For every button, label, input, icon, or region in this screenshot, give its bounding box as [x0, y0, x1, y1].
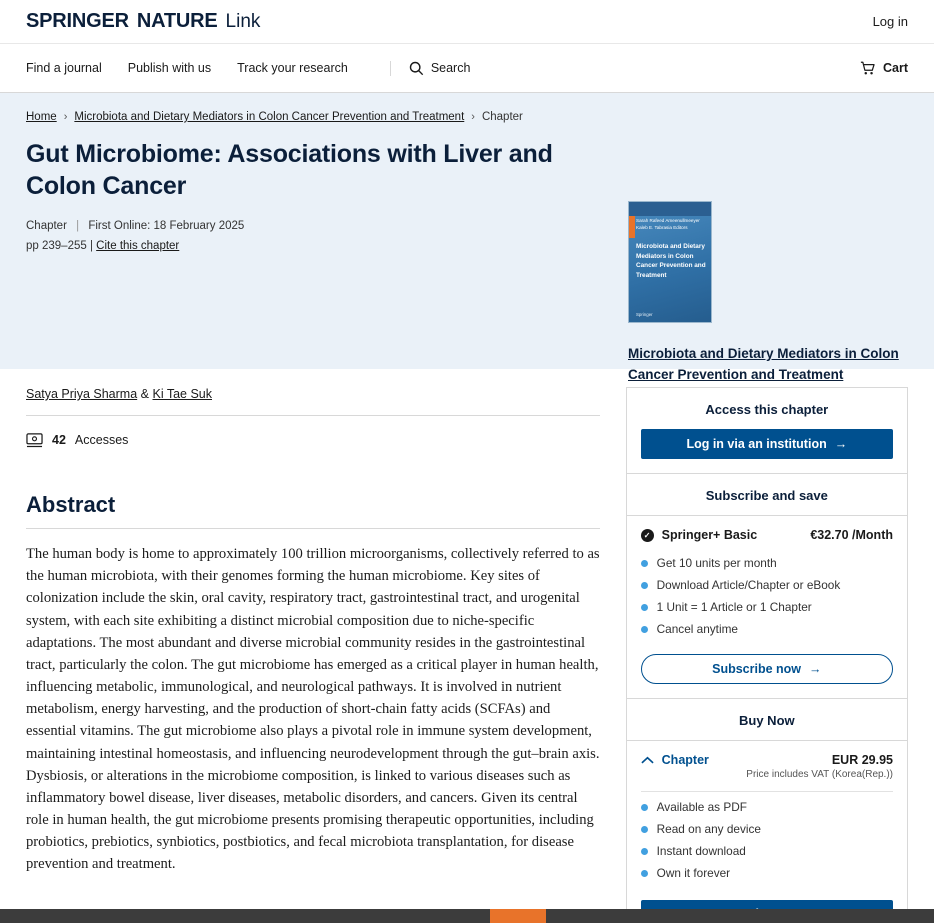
meta-divider-1: |: [76, 220, 80, 232]
chapter-meta: [26, 220, 908, 232]
buy-features-list: [627, 796, 907, 886]
cart-button[interactable]: [860, 61, 908, 76]
arrow-right-icon: →: [809, 662, 822, 676]
author-link-2[interactable]: Ki Tae Suk: [152, 387, 213, 401]
plan-row: [627, 516, 907, 548]
check-circle-icon: ✓: [641, 529, 654, 542]
bottom-strip-accent: [490, 909, 546, 923]
buy-now-section: [627, 698, 907, 923]
subscribe-title: Subscribe and save: [705, 488, 828, 503]
authors-conjunction: &: [140, 387, 149, 401]
cart-icon: [860, 61, 876, 76]
bottom-strip: [0, 909, 934, 923]
accesses-icon: [26, 432, 43, 448]
book-cover-image[interactable]: [628, 201, 712, 323]
main-nav: [0, 44, 934, 93]
cover-orange-tab: [629, 216, 635, 238]
login-link[interactable]: Log in: [872, 14, 908, 29]
book-title-link[interactable]: [628, 344, 906, 386]
plan-feature-4: Cancel anytime: [656, 622, 738, 636]
cover-publisher-text: Springer: [636, 312, 653, 317]
search-button[interactable]: [390, 61, 471, 76]
book-title-text: Microbiota and Dietary Mediators in Colon Cancer Prevention and Treatment: [628, 346, 899, 382]
abstract-divider: [26, 528, 600, 529]
access-panel-title: Access this chapter: [705, 402, 829, 417]
logo-link-text: Link: [225, 11, 261, 32]
buy-price-wrap: [746, 753, 893, 780]
cover-title-text: Microbiota and Dietary Mediators in Colon Cancer Prevention and Treatment: [636, 243, 706, 279]
subscribe-now-label: Subscribe now: [712, 662, 802, 676]
breadcrumb-separator-1: ›: [63, 111, 68, 123]
breadcrumb-book[interactable]: Microbiota and Dietary Mediators in Colon Cancer Prevention and Treatment: [74, 111, 465, 123]
book-cover-area: [628, 201, 899, 386]
buy-feature-4: Own it forever: [656, 866, 731, 880]
buy-feature-1: Available as PDF: [656, 800, 747, 814]
chapter-meta-secondary: [26, 240, 908, 252]
list-item: [641, 618, 893, 640]
subscribe-section: [627, 473, 907, 684]
plan-name-wrap: [641, 528, 758, 542]
buy-divider: [641, 791, 893, 792]
list-item: [641, 818, 893, 840]
list-item: [641, 552, 893, 574]
buy-item-label: Chapter: [661, 753, 709, 767]
content-area: [0, 369, 934, 923]
cart-label: Cart: [882, 61, 908, 75]
plan-features-list: [627, 552, 907, 642]
buy-feature-3: Instant download: [656, 844, 746, 858]
metrics-row: [26, 416, 600, 466]
nav-item-publish-with-us[interactable]: Publish with us: [127, 61, 212, 75]
bullet-icon: [641, 560, 648, 567]
logo-nature-text: NATURE: [136, 10, 218, 32]
abstract-heading: Abstract: [26, 492, 116, 517]
list-item: [641, 840, 893, 862]
buy-item-toggle[interactable]: [641, 753, 709, 767]
bullet-icon: [641, 870, 648, 877]
subscribe-inner: [627, 515, 907, 684]
bullet-icon: [641, 604, 648, 611]
nav-item-find-a-journal[interactable]: Find a journal: [26, 61, 102, 75]
bullet-icon: [641, 626, 648, 633]
search-label: Search: [430, 61, 471, 75]
breadcrumb: [26, 111, 908, 123]
buy-feature-2: Read on any device: [656, 822, 761, 836]
bullet-icon: [641, 804, 648, 811]
login-via-institution-label: Log in via an institution: [686, 437, 827, 451]
plan-name: Springer+ Basic: [661, 528, 758, 542]
breadcrumb-current: Chapter: [481, 111, 523, 123]
plan-feature-2: Download Article/Chapter or eBook: [656, 578, 841, 592]
meta-divider-2: |: [89, 240, 93, 252]
list-item: [641, 862, 893, 884]
bullet-icon: [641, 826, 648, 833]
plan-price: €32.70 /Month: [810, 528, 893, 542]
breadcrumb-home[interactable]: Home: [26, 111, 57, 123]
first-online-date: First Online: 18 February 2025: [88, 220, 245, 232]
authors-list: [26, 387, 600, 415]
top-bar: [0, 0, 934, 44]
author-link-1[interactable]: Satya Priya Sharma: [26, 387, 138, 401]
main-column: [26, 369, 600, 923]
bullet-icon: [641, 582, 648, 589]
cover-editors-text: Sarah Rafeed Ameenullmeeyer Kaleb E. Tabrasia Editors: [636, 218, 700, 230]
login-via-institution-button[interactable]: [641, 429, 893, 459]
cover-top-strip: [629, 202, 711, 216]
logo-springer-text: SPRINGER: [26, 10, 129, 32]
arrow-right-icon: →: [834, 437, 848, 451]
buy-item-vat: Price includes VAT (Korea(Rep.)): [746, 769, 893, 780]
buy-item-price: EUR 29.95: [831, 753, 893, 767]
abstract-text: The human body is home to approximately 100 trillion microorganisms, collectively referred to as the human microbiota, with their genomes forming the human microbiome. Key sites of colonization include the skin, oral cavity, respiratory tract, gastrointestinal tract, and urogenital system, with each site exhibiting a distinct microbial composition due to niche-specific adaptations. The most abundant and diverse microbial community resides in the gastrointestinal tract, particularly the colon. The gut microbiome has emerged as a critical player in human health, influencing metabolic, immunological, and neurological pathways. It is involved in nutrient metabolism, energy harvesting, and the production of short-chain fatty acids (SCFAs) and essential vitamins. The gut microbiome also plays a pivotal role in immune system development, maintaining intestinal homeostasis, and influencing neurodevelopment through the gut–brain axis. Dysbiosis, or alterations in the microbiome composition, is linked to various diseases such as inflammatory bowel disease, liver diseases, metabolic disorders, and cancers. Given its central role in human health, the gut microbiome presents promising therapeutic opportunities, including probiotics, prebiotics, synbiotics, postbiotics, and fecal microbiota transplantation, for disease prevention and treatment.: [26, 546, 600, 873]
list-item: [641, 574, 893, 596]
hero-section: [0, 93, 934, 382]
plan-feature-3: 1 Unit = 1 Article or 1 Chapter: [656, 600, 812, 614]
subscribe-now-button[interactable]: [641, 654, 893, 684]
chapter-type-label: Chapter: [26, 220, 67, 232]
nav-item-track-your-research[interactable]: Track your research: [237, 61, 348, 75]
bullet-icon: [641, 848, 648, 855]
plan-feature-1: Get 10 units per month: [656, 556, 777, 570]
accesses-label: Accesses: [74, 433, 129, 447]
breadcrumb-separator-2: ›: [471, 111, 475, 123]
buy-item-row: [627, 741, 907, 780]
side-column: [626, 369, 908, 923]
buy-now-inner: [627, 740, 907, 923]
search-icon: [409, 61, 424, 76]
access-panel: [626, 387, 908, 923]
list-item: [641, 796, 893, 818]
nav-items: [26, 61, 470, 76]
chevron-up-icon: [641, 756, 654, 765]
springer-nature-link-logo[interactable]: [26, 10, 260, 33]
cite-this-chapter-link[interactable]: Cite this chapter: [96, 240, 180, 252]
page-title: Gut Microbiome: Associations with Liver and Colon Cancer: [26, 140, 553, 200]
accesses-count: 42: [52, 433, 66, 447]
page-range: pp 239–255: [26, 240, 87, 252]
buy-now-title: Buy Now: [739, 713, 795, 728]
list-item: [641, 596, 893, 618]
